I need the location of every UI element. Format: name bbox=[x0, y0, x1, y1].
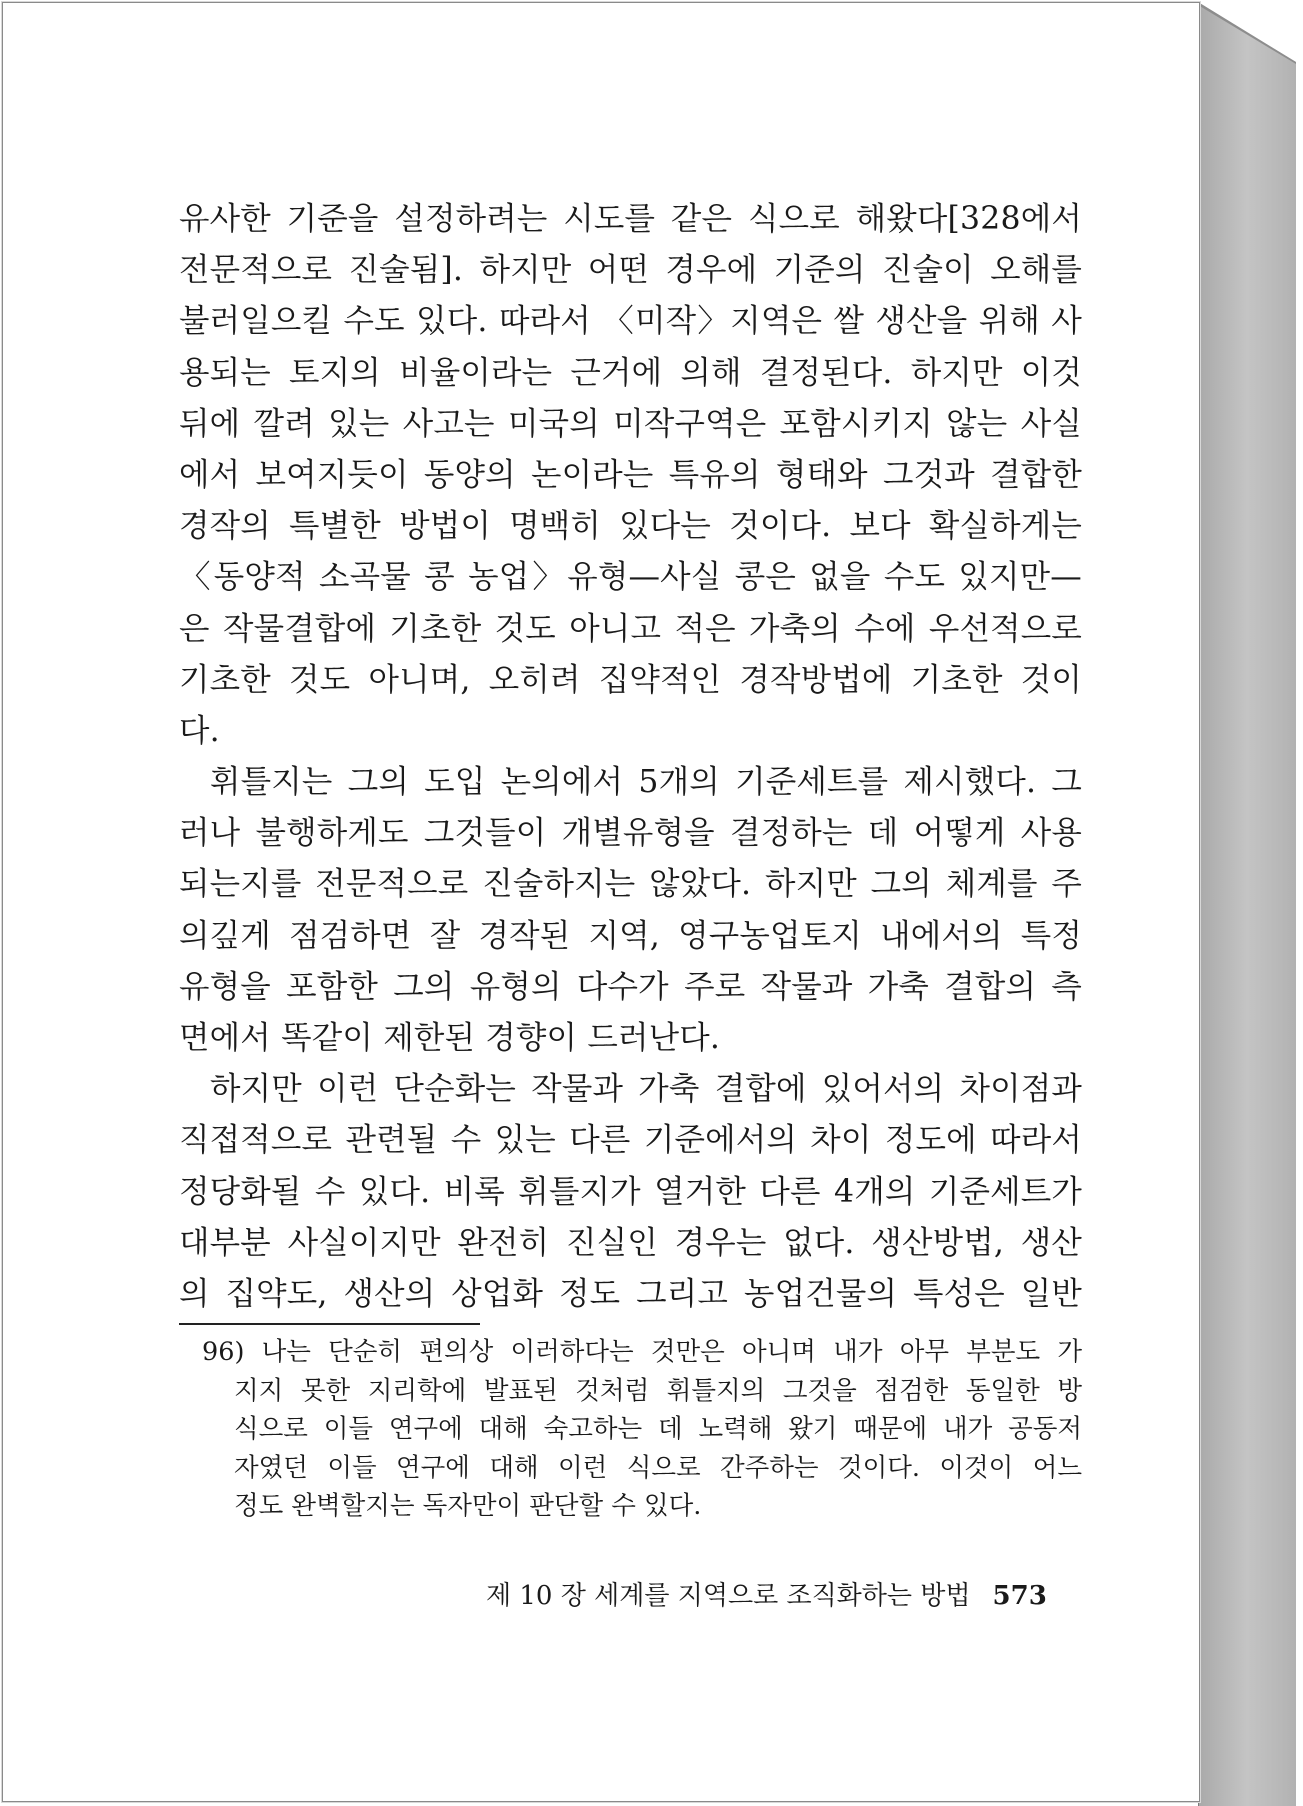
chapter-title: 제 10 장 세계를 지역으로 조직화하는 방법 bbox=[486, 1581, 971, 1611]
footnote-line: 96) 나는 단순히 편의상 이러하다는 것만은 아니며 내가 아무 부분도 가 bbox=[202, 1337, 1082, 1367]
body-line: 〈동양적 소곡물 콩 농업〉유형—사실 콩은 없을 수도 있지만— bbox=[179, 559, 1082, 596]
body-line: 뒤에 깔려 있는 사고는 미국의 미작구역은 포함시키지 않는 사실 bbox=[179, 405, 1082, 442]
body-line: 유사한 기준을 설정하려는 시도를 같은 식으로 해왔다[328에서 bbox=[179, 201, 1082, 237]
body-line: 하지만 이런 단순화는 작물과 가축 결합에 있어서의 차이점과 bbox=[210, 1071, 1082, 1108]
body-line: 다. bbox=[179, 712, 220, 749]
body-line: 의깊게 점검하면 잘 경작된 지역, 영구농업토지 내에서의 특정 bbox=[179, 917, 1082, 954]
footnote bbox=[202, 1333, 1082, 1526]
body-line: 은 작물결합에 기초한 것도 아니고 적은 가축의 수에 우선적으로 bbox=[179, 610, 1082, 647]
body-line: 직접적으로 관련될 수 있는 다른 기준에서의 차이 정도에 따라서 bbox=[179, 1122, 1082, 1159]
body-line: 전문적으로 진술됨]. 하지만 어떤 경우에 기준의 진술이 오해를 bbox=[179, 252, 1082, 289]
body-line: 유형을 포함한 그의 유형의 다수가 주로 작물과 가축 결합의 측 bbox=[179, 968, 1082, 1005]
body-line: 기초한 것도 아니며, 오히려 집약적인 경작방법에 기초한 것이 bbox=[179, 661, 1082, 698]
body-line: 경작의 특별한 방법이 명백히 있다는 것이다. 보다 확실하게는 bbox=[179, 508, 1082, 545]
body-line: 휘틀지는 그의 도입 논의에서 5개의 기준세트를 제시했다. 그 bbox=[210, 764, 1082, 801]
body-line: 러나 불행하게도 그것들이 개별유형을 결정하는 데 어떻게 사용 bbox=[179, 815, 1082, 852]
book-edge bbox=[1198, 0, 1296, 1806]
body-line: 에서 보여지듯이 동양의 논이라는 특유의 형태와 그것과 결합한 bbox=[179, 456, 1082, 493]
footnote-line: 자였던 이들 연구에 대해 이런 식으로 간주하는 것이다. 이것이 어느 bbox=[234, 1452, 1082, 1483]
footnote-line: 지지 못한 지리학에 발표된 것처럼 휘틀지의 그것을 점검한 동일한 방 bbox=[234, 1375, 1082, 1406]
footnote-divider bbox=[179, 1323, 480, 1325]
body-line: 의 집약도, 생산의 상업화 정도 그리고 농업건물의 특성은 일반 bbox=[179, 1275, 1082, 1312]
running-footer bbox=[486, 1578, 1047, 1614]
body-line: 용되는 토지의 비율이라는 근거에 의해 결정된다. 하지만 이것 bbox=[179, 354, 1082, 391]
body-line: 면에서 똑같이 제한된 경향이 드러난다. bbox=[179, 1020, 721, 1056]
book-page bbox=[2, 2, 1200, 1802]
body-line: 되는지를 전문적으로 진술하지는 않았다. 하지만 그의 체계를 주 bbox=[179, 866, 1082, 903]
body-line: 대부분 사실이지만 완전히 진실인 경우는 없다. 생산방법, 생산 bbox=[179, 1224, 1082, 1261]
body-line: 정당화될 수 있다. 비록 휘틀지가 열거한 다른 4개의 기준세트가 bbox=[179, 1173, 1082, 1210]
page-number: 573 bbox=[992, 1581, 1047, 1611]
body-line: 불러일으킬 수도 있다. 따라서 〈미작〉지역은 쌀 생산을 위해 사 bbox=[179, 303, 1082, 340]
body-text bbox=[179, 194, 1082, 1320]
footnote-line: 식으로 이들 연구에 대해 숙고하는 데 노력해 왔기 때문에 내가 공동저 bbox=[234, 1414, 1082, 1445]
footnote-line: 정도 완벽할지는 독자만이 판단할 수 있다. bbox=[234, 1491, 702, 1522]
